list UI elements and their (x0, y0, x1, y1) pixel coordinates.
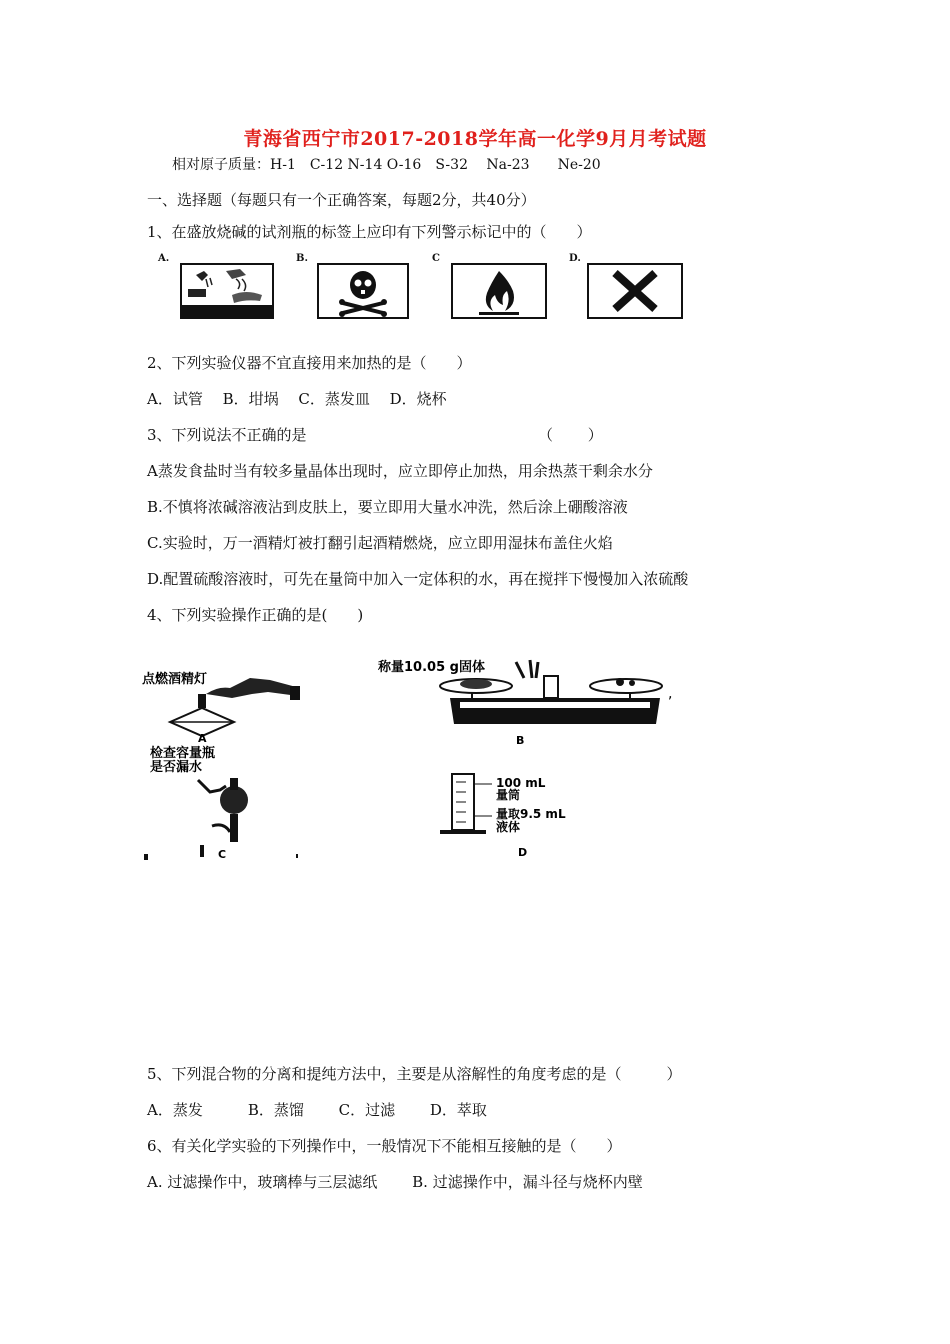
flame-icon (453, 265, 545, 317)
scan-mark (144, 854, 148, 860)
toxic-sign (317, 263, 409, 319)
fig-d-letter: D (518, 846, 528, 859)
question-2-options: A．试管 B．坩埚 C．蒸发皿 D．烧杯 (147, 390, 447, 408)
section-heading: 一、选择题（每题只有一个正确答案，每题2分，共40分） (147, 191, 536, 209)
fig-d-caption-line4: 液体 (496, 820, 521, 834)
question-3-stem: 3、下列说法不正确的是 (147, 426, 307, 444)
flammable-sign (451, 263, 547, 319)
option-b-label: B. (296, 253, 308, 264)
fig-a-letter: A (198, 732, 207, 745)
svg-text:,: , (668, 686, 673, 702)
question-3-answer-paren: （ ） (538, 426, 603, 444)
corrosive-sign (180, 263, 274, 319)
question-3-option-b: B.不慎将浓碱溶液沾到皮肤上，要立即用大量水冲洗，然后涂上硼酸溶液 (147, 498, 628, 516)
question-3-option-a: A蒸发食盐时当有较多量晶体出现时，应立即停止加热，用余热蒸干剩余水分 (147, 462, 653, 480)
question-2-stem: 2、下列实验仪器不宜直接用来加热的是（ ） (147, 354, 472, 372)
question-3-option-d: D.配置硫酸溶液时，可先在量筒中加入一定体积的水，再在搅拌下慢慢加入浓硫酸 (147, 570, 689, 588)
question-5-options: A．蒸发 B．蒸馏 C．过滤 D．萃取 (147, 1101, 487, 1119)
atomic-masses: 相对原子质量：H-1 C-12 N-14 O-16 S-32 Na-23 Ne-20 (172, 157, 601, 173)
option-a-label: A. (158, 253, 170, 264)
scan-mark (296, 854, 298, 858)
corrosive-icon (182, 265, 272, 317)
question-1-stem: 1、在盛放烧碱的试剂瓶的标签上应印有下列警示标记中的（ ） (147, 223, 592, 241)
option-c-label: C (432, 253, 440, 264)
question-6-stem: 6、有关化学实验的下列操作中，一般情况下不能相互接触的是（ ） (147, 1137, 622, 1155)
fig-b-letter: B (516, 734, 525, 747)
fig-d-caption-line2: 量筒 (496, 788, 521, 802)
question-5-stem: 5、下列混合物的分离和提纯方法中，主要是从溶解性的角度考虑的是（ ） (147, 1065, 682, 1083)
lab-operations-figure (140, 650, 700, 865)
fig-c-letter: C (218, 848, 227, 861)
question-4-stem: 4、下列实验操作正确的是( ) (147, 606, 364, 624)
option-d-label: D. (569, 253, 581, 264)
fig-d-caption-line3: 量取9.5 mL (496, 807, 566, 821)
volumetric-flask-icon (198, 778, 248, 857)
fig-c-caption-line2: 是否漏水 (150, 760, 203, 775)
fig-d-caption-line1: 100 mL (496, 776, 546, 790)
fig-b-caption: 称量10.05 g固体 (378, 660, 485, 675)
fig-c-caption-line1: 检查容量瓶 (150, 746, 216, 761)
question-3-option-c: C.实验时，万一酒精灯被打翻引起酒精燃烧，应立即用湿抹布盖住火焰 (147, 534, 613, 552)
irritant-sign (587, 263, 683, 319)
page-title: 青海省西宁市2017-2018学年高一化学9月月考试题 (243, 128, 707, 150)
fig-a-caption: 点燃酒精灯 (142, 672, 208, 687)
cross-x-icon (589, 265, 681, 317)
skull-crossbones-icon (319, 265, 407, 317)
graduated-cylinder-icon (440, 774, 492, 834)
question-6-options: A. 过滤操作中，玻璃棒与三层滤纸 B. 过滤操作中，漏斗径与烧杯内壁 (147, 1173, 643, 1191)
